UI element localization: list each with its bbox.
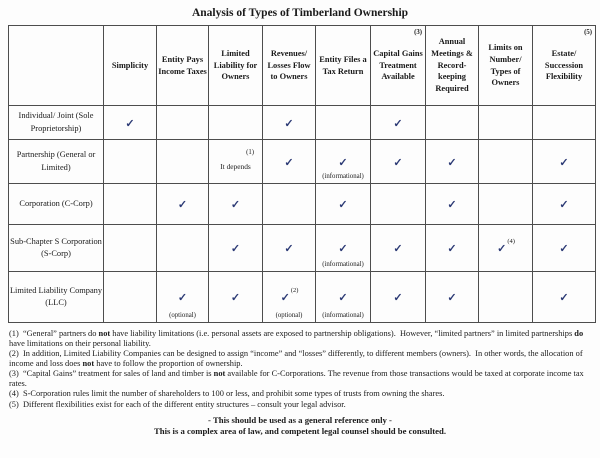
column-header-label: Annual Meetings & Record-keeping Required bbox=[431, 37, 473, 94]
column-header bbox=[426, 26, 479, 106]
check-icon: ✓ bbox=[284, 243, 294, 255]
check-icon: ✓ bbox=[393, 292, 403, 304]
check-icon: ✓ bbox=[447, 156, 457, 169]
table-cell bbox=[209, 140, 263, 184]
table-cell bbox=[371, 225, 426, 272]
footnote-text: (2) In addition, Limited Liability Companies can be designed to assign “income” and “losses” differently, to different members (owners). In other words, the allocation of income and loss does bbox=[9, 349, 585, 369]
table-cell bbox=[371, 106, 426, 140]
cell-note: (optional) bbox=[169, 312, 196, 320]
row-label: Corporation (C-Corp) bbox=[9, 184, 104, 225]
footnote-text: (1) “General” partners do bbox=[9, 329, 99, 338]
row-label: Limited Liability Company (LLC) bbox=[9, 272, 104, 323]
column-header bbox=[371, 26, 426, 106]
footnote-text: not bbox=[213, 369, 226, 379]
table-cell bbox=[316, 272, 371, 323]
table-cell bbox=[533, 184, 596, 225]
table-cell bbox=[157, 106, 209, 140]
check-icon: ✓ bbox=[125, 117, 135, 130]
footer-line-2: This is a complex area of law, and competent legal counsel should be consulted. bbox=[153, 426, 447, 437]
footnote-text: (5) Different flexibilities exist for each of the different entity structures – consult your legal advisor. bbox=[9, 399, 346, 409]
table-cell bbox=[104, 106, 157, 140]
table-header bbox=[9, 26, 596, 106]
cell-footnote-ref: (4) bbox=[507, 237, 515, 245]
column-header bbox=[533, 26, 596, 106]
cell-footnote-ref: (2) bbox=[290, 286, 299, 294]
table-cell bbox=[263, 184, 316, 225]
check-icon: ✓ bbox=[338, 243, 348, 255]
column-header bbox=[479, 26, 533, 106]
table-row bbox=[9, 225, 596, 272]
check-icon: ✓ bbox=[177, 199, 188, 211]
table-cell bbox=[157, 272, 209, 323]
table-cell bbox=[263, 140, 316, 184]
table-cell bbox=[479, 272, 533, 323]
footnote-text: (4) S-Corporation rules limit the number of shareholders to 100 or less, and prohibit some types of trusts from owning the shares. bbox=[9, 389, 445, 399]
table-cell bbox=[263, 225, 316, 272]
cell-note: (informational) bbox=[322, 173, 364, 181]
row-label: Individual/ Joint (Sole Proprietorship) bbox=[9, 106, 104, 140]
table-cell bbox=[157, 225, 209, 272]
table-cell bbox=[157, 140, 209, 184]
check-icon: ✓ bbox=[559, 156, 569, 169]
table-cell bbox=[533, 140, 596, 184]
footnote-text: have liability limitations (i.e. personal assets are exposed to partnership obligations). However, “limited partners” in limited partnerships bbox=[110, 329, 575, 338]
check-icon: ✓ bbox=[559, 199, 569, 211]
check-icon: ✓ bbox=[230, 243, 241, 255]
check-icon: ✓ bbox=[447, 243, 457, 255]
table-cell bbox=[479, 225, 533, 272]
check-icon: ✓ bbox=[230, 199, 241, 211]
column-header-footnote-ref: (3) bbox=[414, 29, 422, 36]
table-cell bbox=[479, 140, 533, 184]
table-cell bbox=[316, 225, 371, 272]
row-label: Sub-Chapter S Corporation (S-Corp) bbox=[9, 225, 104, 272]
check-icon: ✓ bbox=[338, 199, 348, 211]
table-cell bbox=[209, 225, 263, 272]
table-cell bbox=[209, 106, 263, 140]
check-icon: ✓ bbox=[280, 292, 290, 304]
footnote-text: not bbox=[98, 329, 111, 338]
footnote bbox=[9, 329, 591, 349]
table-cell bbox=[371, 184, 426, 225]
page-title: Analysis of Types of Timberland Ownership bbox=[191, 7, 409, 19]
column-header-footnote-ref: (5) bbox=[584, 29, 592, 36]
column-header-label: Entity Pays Income Taxes bbox=[158, 54, 207, 76]
table-cell bbox=[426, 140, 479, 184]
cell-note: (informational) bbox=[322, 261, 364, 269]
footnote bbox=[9, 400, 591, 410]
row-label: Partnership (General or Limited) bbox=[9, 140, 104, 184]
cell-footnote-ref: (1) bbox=[246, 148, 254, 156]
table-cell bbox=[316, 106, 371, 140]
table-cell bbox=[316, 140, 371, 184]
table-row bbox=[9, 106, 596, 140]
footnote-text: do bbox=[574, 329, 584, 338]
table-cell bbox=[104, 184, 157, 225]
column-header-label: Capital Gains Treatment Available bbox=[373, 48, 423, 82]
table-cell bbox=[316, 184, 371, 225]
table-cell bbox=[426, 225, 479, 272]
footnote bbox=[9, 349, 591, 369]
check-icon: ✓ bbox=[393, 243, 403, 255]
table-cell bbox=[533, 225, 596, 272]
column-header bbox=[157, 26, 209, 106]
column-header-label: Entity Files a Tax Return bbox=[319, 54, 367, 76]
table-cell bbox=[209, 272, 263, 323]
table-row bbox=[9, 272, 596, 323]
footnote-text: have to follow the proportion of ownership. bbox=[94, 359, 243, 369]
check-icon: ✓ bbox=[393, 156, 403, 169]
column-header-label: Revenues/ Losses Flow to Owners bbox=[267, 48, 311, 82]
footnote-text: available for C-Corporations. The revenue from those transactions would be taxed at corporate income tax rates. bbox=[9, 369, 586, 389]
check-icon: ✓ bbox=[559, 243, 569, 255]
check-icon: ✓ bbox=[284, 156, 294, 169]
footnote-text: (3) “Capital Gains” treatment for sales of land and timber is bbox=[9, 369, 214, 379]
footnote-text: not bbox=[82, 359, 95, 369]
check-icon: ✓ bbox=[447, 292, 457, 304]
footer bbox=[0, 415, 600, 438]
table-cell bbox=[157, 184, 209, 225]
cell-text: It depends bbox=[220, 162, 251, 172]
check-icon: ✓ bbox=[284, 117, 294, 130]
footnote bbox=[9, 389, 591, 399]
table-cell bbox=[479, 106, 533, 140]
table-cell bbox=[104, 140, 157, 184]
footnote-text: have limitations on their personal liability. bbox=[9, 329, 586, 349]
check-icon: ✓ bbox=[338, 156, 348, 169]
table-cell bbox=[104, 225, 157, 272]
check-icon: ✓ bbox=[177, 292, 188, 304]
table-cell bbox=[533, 272, 596, 323]
check-icon: ✓ bbox=[230, 292, 241, 304]
column-header-label: Simplicity bbox=[111, 60, 149, 70]
check-icon: ✓ bbox=[393, 117, 403, 130]
column-header bbox=[263, 26, 316, 106]
ownership-table bbox=[8, 25, 596, 323]
table-cell bbox=[371, 272, 426, 323]
footer-line-1: - This should be used as a general reference only - bbox=[208, 414, 392, 425]
table-cell bbox=[426, 106, 479, 140]
table-row bbox=[9, 184, 596, 225]
column-header-label: Limits on Number/ Types of Owners bbox=[488, 42, 523, 88]
column-header bbox=[9, 26, 104, 106]
table-cell bbox=[371, 140, 426, 184]
table-cell bbox=[209, 184, 263, 225]
table-cell bbox=[533, 106, 596, 140]
table-row bbox=[9, 140, 596, 184]
column-header bbox=[104, 26, 157, 106]
table-cell bbox=[479, 184, 533, 225]
column-header bbox=[209, 26, 263, 106]
column-header bbox=[316, 26, 371, 106]
cell-note: (optional) bbox=[275, 312, 303, 320]
table-cell bbox=[426, 272, 479, 323]
table-cell bbox=[426, 184, 479, 225]
check-icon: ✓ bbox=[338, 292, 348, 304]
check-icon: ✓ bbox=[559, 292, 569, 304]
column-header-label: Estate/ Succession Flexibility bbox=[544, 48, 584, 82]
footnote bbox=[9, 369, 591, 389]
table-cell bbox=[263, 106, 316, 140]
table-body bbox=[9, 106, 596, 323]
check-icon: ✓ bbox=[497, 243, 507, 255]
cell-note: (informational) bbox=[322, 312, 364, 320]
footnotes bbox=[9, 329, 591, 410]
check-icon: ✓ bbox=[447, 199, 457, 211]
column-header-label: Limited Liability for Owners bbox=[213, 48, 258, 82]
table-cell bbox=[263, 272, 316, 323]
table-cell bbox=[104, 272, 157, 323]
